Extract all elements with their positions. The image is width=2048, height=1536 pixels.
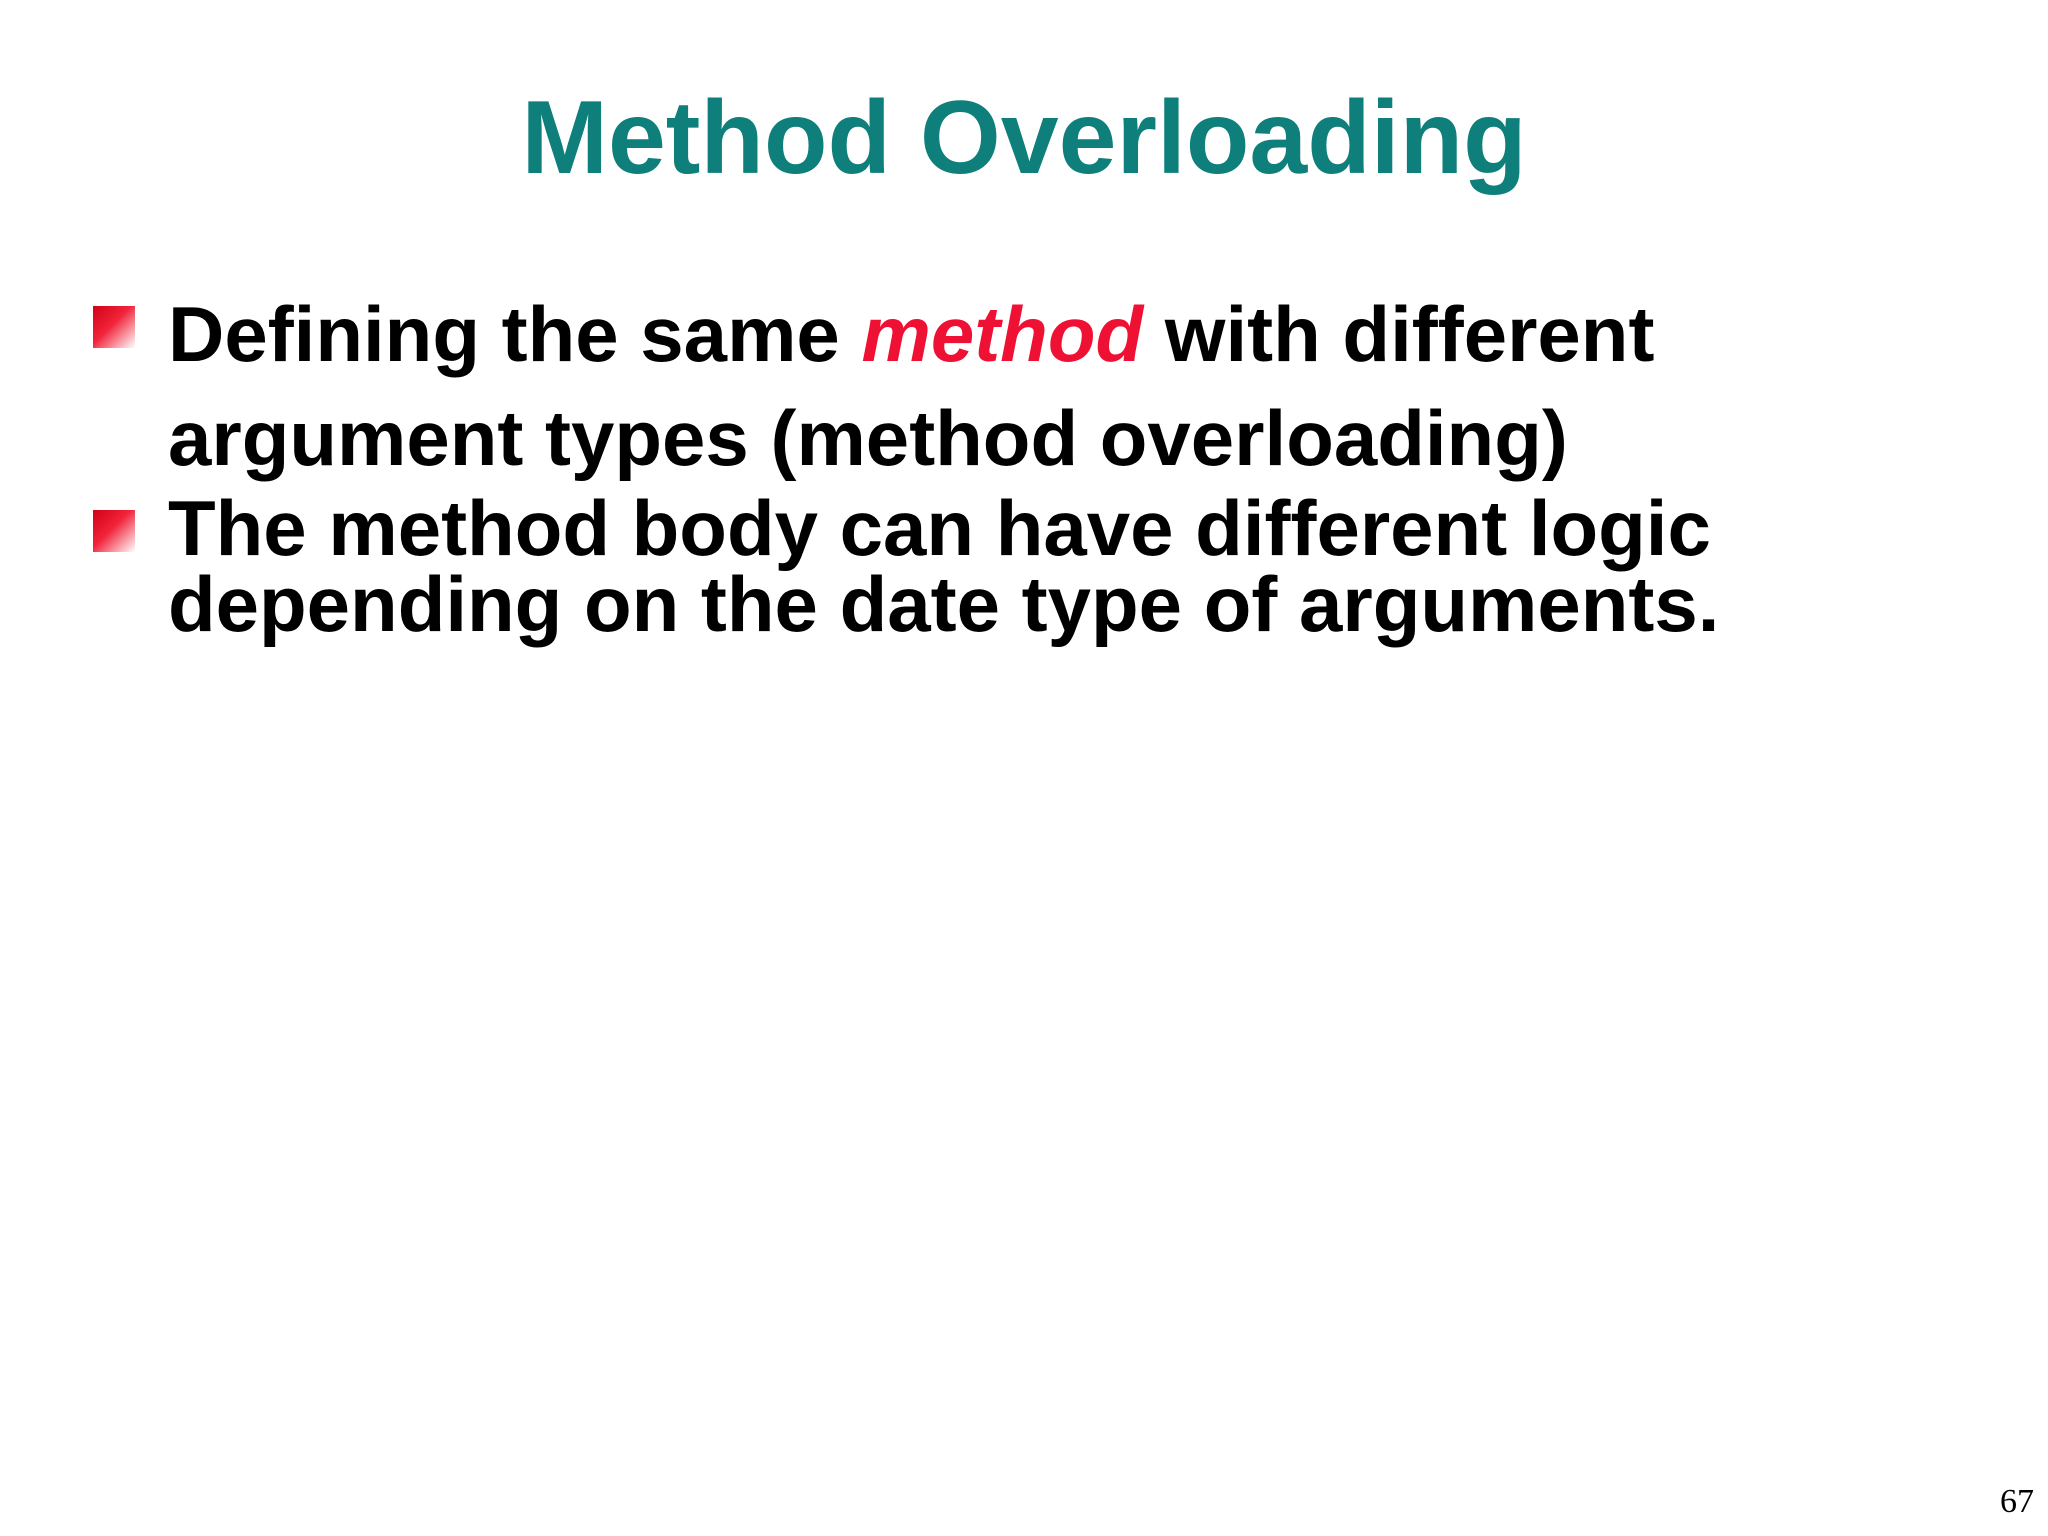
bullet-item bbox=[168, 282, 1654, 490]
slide-title: Method Overloading bbox=[521, 80, 1527, 196]
bullet-text: Defining the same bbox=[168, 290, 862, 378]
bullet-marker-icon bbox=[93, 510, 135, 552]
bullet-marker-icon bbox=[93, 306, 135, 348]
page-number: 67 bbox=[2000, 1483, 2034, 1520]
emphasis-text: method bbox=[861, 290, 1144, 378]
bullet-text: with different bbox=[1143, 290, 1655, 378]
bullet-line: The method body can have different logic bbox=[168, 484, 1711, 572]
bullet-line: argument types (method overloading) bbox=[168, 394, 1568, 482]
bullet-line bbox=[168, 282, 1654, 386]
bullet-item bbox=[168, 484, 1720, 648]
bullet-line: depending on the date type of arguments. bbox=[168, 560, 1720, 648]
